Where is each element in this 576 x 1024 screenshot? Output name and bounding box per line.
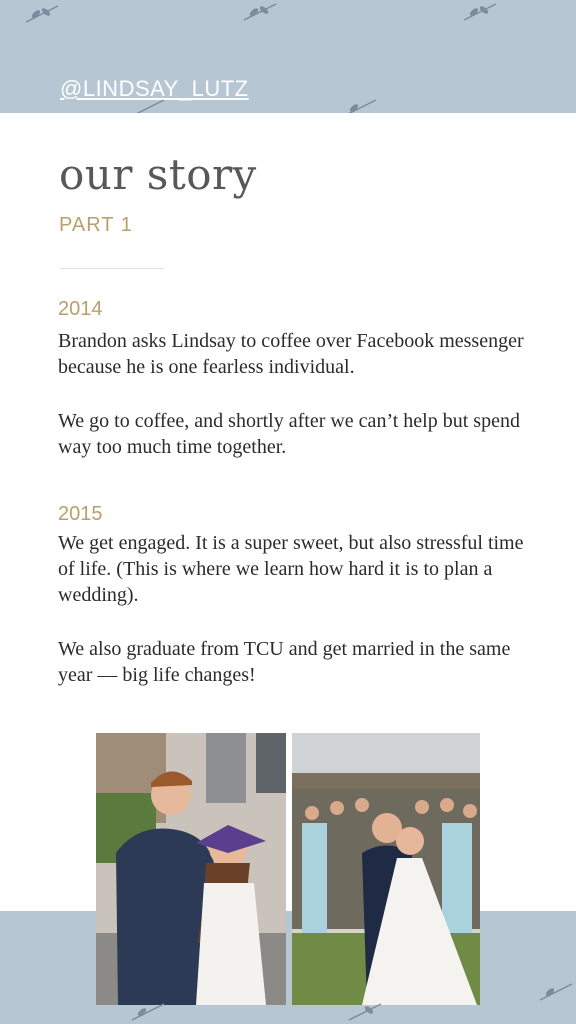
story-paragraph: We go to coffee, and shortly after we can’t help but spend way too much time together. <box>58 410 520 458</box>
leaf-sprig-icon <box>345 1000 385 1024</box>
leaf-sprig-icon <box>240 0 280 24</box>
leaf-sprig-icon <box>536 980 576 1004</box>
story-paragraph: Brandon asks Lindsay to coffee over Facebook messenger because he is one fearless individual. <box>58 330 524 378</box>
story-paragraph: We get engaged. It is a super sweet, but also stressful time of life. (This is where we learn how hard it is to plan a wedding). <box>58 532 524 606</box>
wedding-photo <box>292 733 480 1005</box>
year-label: 2015 <box>58 503 103 525</box>
graduation-photo <box>96 733 286 1005</box>
leaf-sprig-icon <box>460 0 500 24</box>
page-title: our story <box>59 150 257 199</box>
divider <box>59 268 165 269</box>
username-link[interactable]: @LINDSAY_LUTZ <box>60 76 249 101</box>
leaf-sprig-icon <box>22 2 62 26</box>
story-paragraph: We also graduate from TCU and get married in the same year — big life changes! <box>58 638 511 686</box>
year-label: 2014 <box>58 298 103 320</box>
leaf-sprig-icon <box>128 1000 168 1024</box>
page-subtitle: PART 1 <box>59 214 133 236</box>
